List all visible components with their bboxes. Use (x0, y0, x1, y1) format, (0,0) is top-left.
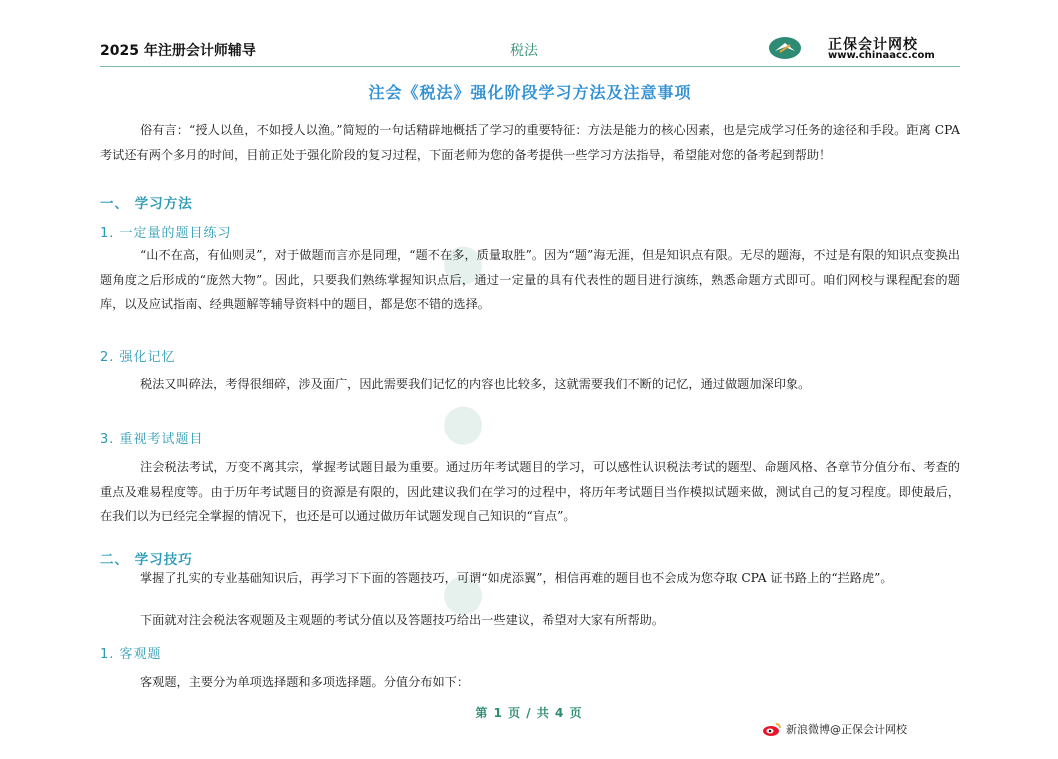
subheading-memory: 2. 强化记忆 (100, 350, 176, 365)
header-subject: 税法 (510, 43, 538, 59)
paragraph-skills: 掌握了扎实的专业基础知识后，再学习下下面的答题技巧，可谓“如虎添翼”，相信再难的题目也不会成为您夺取 CPA 证书路上的“拦路虎”。 (140, 571, 893, 585)
logo-name: 正保会计网校 (828, 37, 918, 53)
subheading-practice: 1. 一定量的题目练习 (100, 226, 232, 241)
header-course: 2025 年注册会计师辅导 (100, 43, 256, 59)
paragraph-objective: 客观题，主要分为单项选择题和多项选择题。分值分布如下： (140, 675, 470, 689)
section-heading-skills: 二、 学习技巧 (100, 552, 193, 568)
chinaacc-logo[interactable] (768, 32, 960, 62)
logo-book-icon (768, 34, 802, 60)
weibo-icon (762, 722, 782, 736)
intro-paragraph: 俗有言：“授人以鱼，不如授人以渔。”简短的一句话精辟地概括了学习的重要特征：方法是能力的核心因素，也是完成学习任务的途径和手段。距离 CPA 考试还有两个多月的时间，目前正处于强化阶段的复习过程，下面老师为您的备考提供一些学习方法指导，希望能对您的备考起到帮助！ (100, 123, 960, 162)
weibo-handle: 新浪微博@正保会计网校 (786, 723, 907, 736)
page-number: 第 1 页 / 共 4 页 (475, 706, 583, 720)
page-header (100, 30, 960, 67)
paragraph-memory: 税法又叫碎法，考得很细碎，涉及面广，因此需要我们记忆的内容也比较多，这就需要我们不断的记忆，通过做题加深印象。 (140, 377, 811, 391)
paragraph-skills-intro: 下面就对注会税法客观题及主观题的考试分值以及答题技巧给出一些建议，希望对大家有所帮助。 (140, 613, 665, 627)
subheading-exam-questions: 3. 重视考试题目 (100, 432, 204, 447)
section-heading-methods: 一、 学习方法 (100, 196, 193, 212)
logo-url: www.chinaacc.com (828, 50, 935, 61)
subheading-objective: 1. 客观题 (100, 647, 162, 662)
document-title: 注会《税法》强化阶段学习方法及注意事项 (368, 83, 692, 102)
paragraph-practice: “山不在高，有仙则灵”，对于做题而言亦是同理，“题不在多，质量取胜”。因为“题”海无涯，但是知识点有限。无尽的题海，不过是有限的知识点变换出题角度之后形成的“庞然大物”。因此，只要我们熟练掌握知识点后，通过一定量的具有代表性的题目进行演练，熟悉命题方式即可。咱们网校与课程配套的题库，以及应试指南、经典题解等辅导资料中的题目，都是您不错的选择。 (100, 248, 960, 311)
paragraph-exam-questions: 注会税法考试，万变不离其宗，掌握考试题目最为重要。通过历年考试题目的学习，可以感性认识税法考试的题型、命题风格、各章节分值分布、考查的重点及难易程度等。由于历年考试题目的资源是有限的，因此建议我们在学习的过程中，将历年考试题目当作模拟试题来做，测试自己的复习程度。即使最后，在我们以为已经完全掌握的情况下，也还是可以通过做历年试题发现自己知识的“盲点”。 (100, 460, 960, 523)
